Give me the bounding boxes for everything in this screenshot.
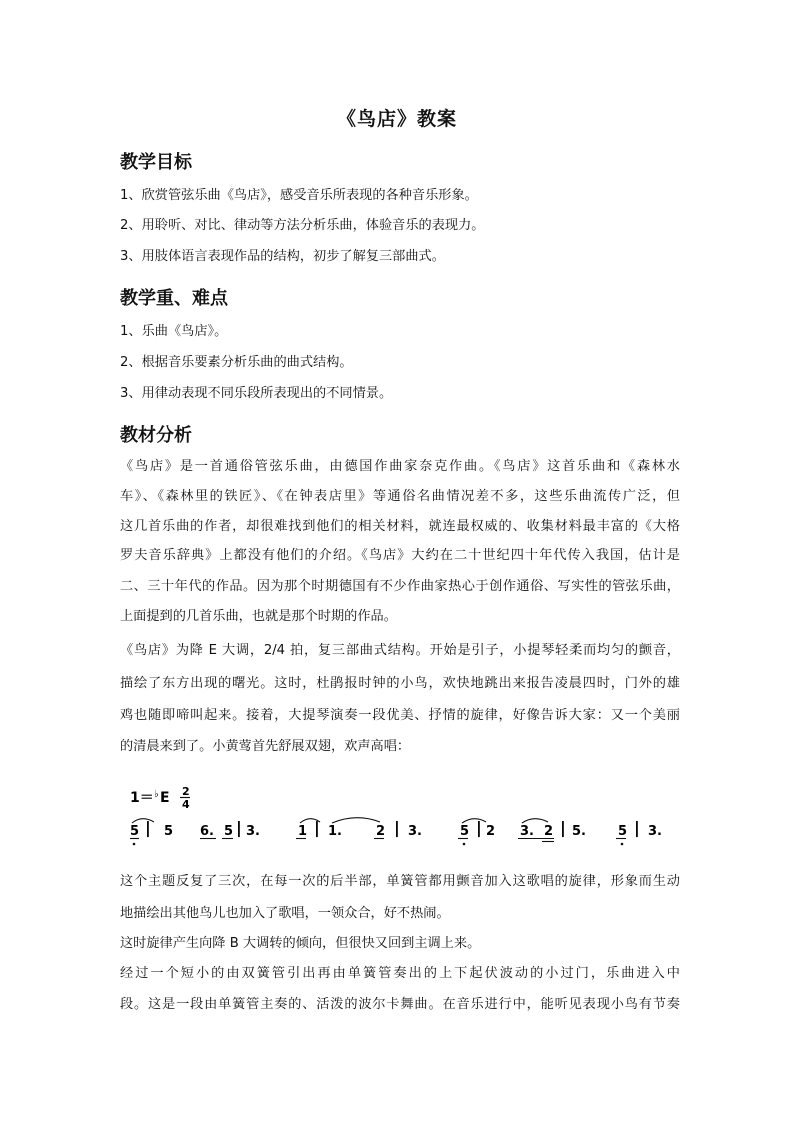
score-note: 3. xyxy=(408,824,422,839)
analysis-line: 这几首乐曲的作者，却很难找到他们的相关材料，就连最权威的、收集材料最丰富的《大格 xyxy=(120,519,680,534)
goal-item-1: 1、欣赏管弦乐曲《鸟店》，感受音乐所表现的各种音乐形象。 xyxy=(120,188,478,203)
score-note: 5 xyxy=(618,824,628,839)
score-note: 5 xyxy=(130,824,140,839)
score-key-flat: ♭ xyxy=(154,789,159,800)
score-note: 2 xyxy=(486,824,496,839)
analysis-line: 车》、《森林里的铁匠》、《在钟表店里》等通俗名曲情况差不多，这些乐曲流传广泛，但 xyxy=(120,489,680,504)
heading-material-analysis: 教材分析 xyxy=(120,425,192,446)
score-note: 3. xyxy=(246,824,260,839)
after-score-line: 地描绘出其他鸟儿也加入了歌唱，一领众合，好不热闹。 xyxy=(120,906,450,921)
heading-teaching-goals: 教学目标 xyxy=(120,152,192,173)
key-point-item-2: 2、根据音乐要素分析乐曲的曲式结构。 xyxy=(120,355,353,370)
score-note: 5 xyxy=(224,824,234,839)
after-score-line: 这时旋律产生向降 B 大调转的倾向，但很快又回到主调上来。 xyxy=(120,936,481,951)
after-score-line: 这个主题反复了三次，在每一次的后半部，单簧管都用颤音加入这歌唱的旋律，形象而生动 xyxy=(120,874,680,889)
analysis-line: 《鸟店》是一首通俗管弦乐曲，由德国作曲家奈克作曲。《鸟店》这首乐曲和《森林水 xyxy=(120,459,680,474)
analysis-line: 上面提到的几首乐曲，也就是那个时期的作品。 xyxy=(120,609,397,624)
score-note: 3. xyxy=(648,824,662,839)
analysis-line: 的清晨来到了。小黄莺首先舒展双翅，欢声高唱： xyxy=(120,739,411,754)
analysis-line: 描绘了东方出现的曙光。这时，杜鹃报时钟的小鸟，欢快地跳出来报告凌晨四时，门外的雄 xyxy=(120,676,680,691)
analysis-line: 《鸟店》为降 E 大调，2/4 拍，复三部曲式结构。开始是引子，小提琴轻柔而均匀的颤音， xyxy=(120,643,680,658)
score-barline: | xyxy=(394,818,400,837)
score-barline: | xyxy=(314,818,320,837)
goal-item-3: 3、用肢体语言表现作品的结构，初步了解复三部曲式。 xyxy=(120,249,445,264)
analysis-line: 罗夫音乐辞典》上都没有他们的介绍。《鸟店》大约在二十世纪四十年代传入我国，估计是 xyxy=(120,548,680,563)
heading-key-points: 教学重、难点 xyxy=(120,288,228,309)
analysis-line: 鸡也随即啼叫起来。接着，大提琴演奏一段优美、抒情的旋律，好像告诉大家：又一个美丽 xyxy=(120,708,680,723)
score-barline: | xyxy=(236,818,242,837)
score-note: 1. xyxy=(328,824,342,839)
score-note: 3. xyxy=(520,824,534,839)
score-note: 6. xyxy=(200,824,214,839)
analysis-line: 二、三十年代的作品。因为那个时期德国有不少作曲家热心于创作通俗、写实性的管弦乐曲， xyxy=(120,579,680,594)
score-barline: | xyxy=(560,818,566,837)
goal-item-2: 2、用聆听、对比、律动等方法分析乐曲，体验音乐的表现力。 xyxy=(120,218,485,233)
score-time-bottom: 4 xyxy=(182,798,190,811)
after-score-line: 经过一个短小的由双簧管引出再由单簧管奏出的上下起伏波动的小过门，乐曲进入中 xyxy=(120,966,680,981)
score-barline: | xyxy=(476,818,482,837)
score-note: 1 xyxy=(298,824,308,839)
score-barline: | xyxy=(145,818,151,837)
key-point-item-3: 3、用律动表现不同乐段所表现出的不同情景。 xyxy=(120,386,393,401)
score-barline: | xyxy=(634,818,640,837)
music-notation-score xyxy=(118,782,678,852)
score-note: 2 xyxy=(376,824,386,839)
after-score-line: 段。这是一段由单簧管主奏的、活泼的波尔卡舞曲。在音乐进行中，能听见表现小鸟有节奏 xyxy=(120,997,680,1012)
score-note: 5 xyxy=(164,824,174,839)
score-note: 2 xyxy=(544,824,554,839)
score-key-prefix: 1＝ xyxy=(130,790,154,806)
page-title: 《鸟店》教案 xyxy=(336,108,457,130)
key-point-item-1: 1、乐曲《鸟店》。 xyxy=(120,324,228,339)
score-key-letter: E xyxy=(160,790,170,806)
score-note: 5. xyxy=(572,824,586,839)
score-note: 5 xyxy=(460,824,470,839)
score-time-top: 2 xyxy=(182,785,190,798)
